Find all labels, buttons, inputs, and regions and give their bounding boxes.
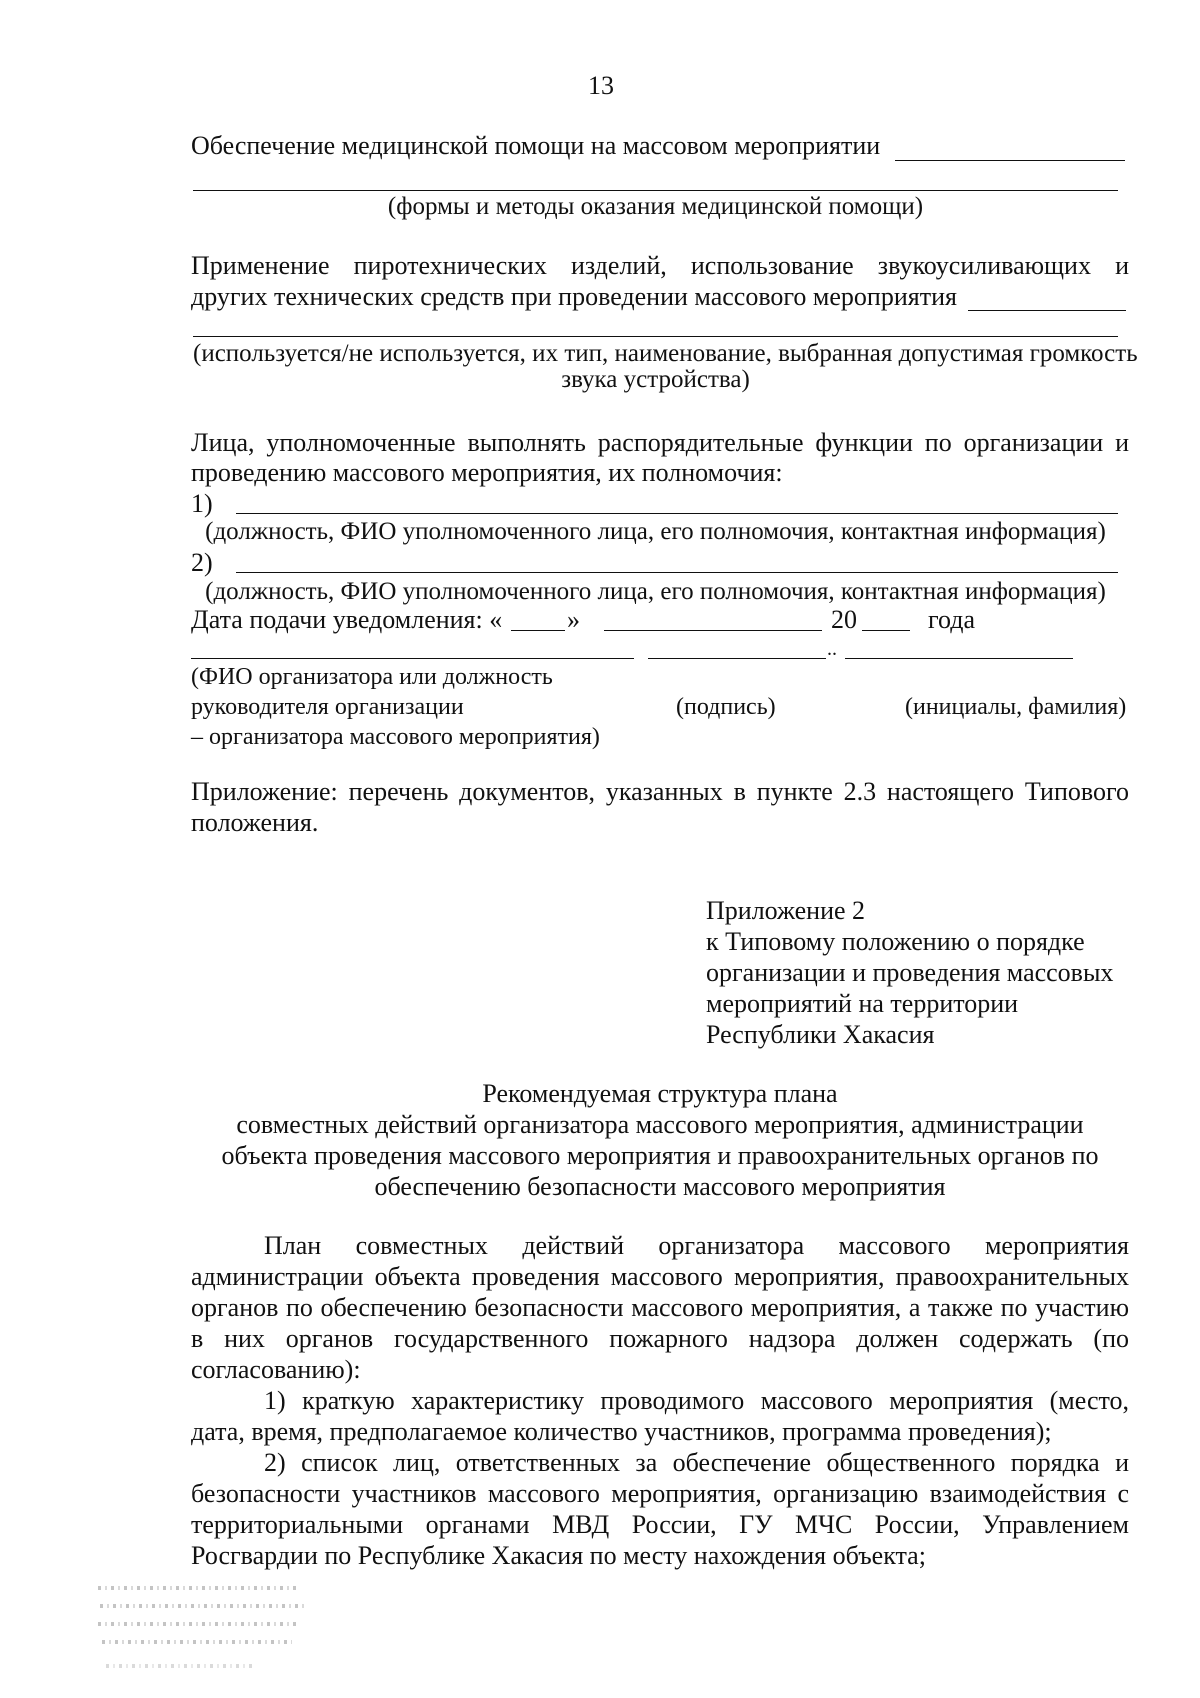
body-p3-line-4: Росгвардии по Республике Хакасия по месту нахождения объекта; <box>191 1541 926 1570</box>
pyro-caption-2: звука устройства) <box>561 366 750 393</box>
persons-line-2: проведению массового мероприятия, их полномочия: <box>191 458 783 487</box>
appendix-ref-line-1: Приложение 2 <box>706 896 866 925</box>
body-p1-line-4: в них органов государственного пожарного надзора должен содержать (по <box>191 1324 1129 1353</box>
medical-blank-1 <box>895 160 1125 161</box>
body-p2-line-1: 1) краткую характеристику проводимого массового мероприятия (место, <box>264 1386 1129 1415</box>
date-quote-close: » <box>567 605 580 634</box>
signature-organizer-caption-3: – организатора массового мероприятия) <box>191 724 600 750</box>
signature-dots: .. <box>827 638 837 660</box>
signature-organizer-caption-1: (ФИО организатора или должность <box>191 664 553 690</box>
heading-line-2: совместных действий организатора массового мероприятия, администрации <box>236 1110 1084 1139</box>
signature-organizer-caption-2: руководителя организации <box>191 694 464 720</box>
date-day-blank <box>511 630 565 631</box>
persons-line-1: Лица, уполномоченные выполнять распорядительные функции по организации и <box>191 428 1129 457</box>
body-p1-line-1: План совместных действий организатора массового мероприятия <box>264 1231 1129 1260</box>
signature-sign-line <box>648 658 826 659</box>
signature-initials-caption: (инициалы, фамилия) <box>905 694 1127 720</box>
attachment-line-2: положения. <box>191 808 319 837</box>
attachment-line-1: Приложение: перечень документов, указанных в пункте 2.3 настоящего Типового <box>191 777 1129 806</box>
heading-line-1: Рекомендуемая структура плана <box>482 1079 838 1108</box>
medical-label: Обеспечение медицинской помощи на массовом мероприятии <box>191 131 881 160</box>
body-p2-line-2: дата, время, предполагаемое количество участников, программа проведения); <box>191 1417 1052 1446</box>
scan-artifact-stamp <box>98 1582 308 1682</box>
date-month-blank <box>604 630 822 631</box>
persons-item-1-caption: (должность, ФИО уполномоченного лица, его полномочия, контактная информация) <box>205 518 1106 545</box>
signature-organizer-line <box>191 658 634 659</box>
date-year-prefix: 20 <box>831 605 857 634</box>
pyro-line-2: других технических средств при проведении массового мероприятия <box>191 282 957 311</box>
pyro-caption-1: (используется/не используется, их тип, наименование, выбранная допустимая громкость <box>193 340 1138 367</box>
persons-item-2-number: 2) <box>191 548 213 577</box>
body-p3-line-2: безопасности участников массового мероприятия, организацию взаимодействия с <box>191 1479 1129 1508</box>
persons-item-2-caption: (должность, ФИО уполномоченного лица, его полномочия, контактная информация) <box>205 578 1106 605</box>
appendix-ref-line-3: организации и проведения массовых <box>706 958 1114 987</box>
appendix-ref-line-5: Республики Хакасия <box>706 1020 935 1049</box>
persons-item-1-blank <box>236 513 1118 514</box>
body-p1-line-2: администрации объекта проведения массового мероприятия, правоохранительных <box>191 1262 1129 1291</box>
pyro-blank-1 <box>968 310 1126 311</box>
persons-item-2-blank <box>236 572 1118 573</box>
date-label: Дата подачи уведомления: « <box>191 605 503 634</box>
page-number: 13 <box>588 71 614 100</box>
body-p1-line-5: согласованию): <box>191 1355 361 1384</box>
appendix-ref-line-2: к Типовому положению о порядке <box>706 927 1085 956</box>
medical-caption: (формы и методы оказания медицинской помощи) <box>387 193 924 220</box>
heading-line-4: обеспечению безопасности массового мероприятия <box>374 1172 946 1201</box>
body-p1-line-3: органов по обеспечению безопасности массового мероприятия, а также по участию <box>191 1293 1129 1322</box>
signature-sign-caption: (подпись) <box>676 694 776 720</box>
signature-name-line <box>845 658 1073 659</box>
persons-item-1-number: 1) <box>191 489 213 518</box>
date-year-suffix: года <box>928 605 976 634</box>
appendix-ref-line-4: мероприятий на территории <box>706 989 1019 1018</box>
body-p3-line-1: 2) список лиц, ответственных за обеспечение общественного порядка и <box>264 1448 1129 1477</box>
heading-line-3: объекта проведения массового мероприятия и правоохранительных органов по <box>221 1141 1099 1170</box>
pyro-blank-2 <box>193 336 1118 337</box>
body-p3-line-3: территориальными органами МВД России, ГУ МЧС России, Управлением <box>191 1510 1129 1539</box>
date-year-blank <box>862 630 910 631</box>
pyro-line-1: Применение пиротехнических изделий, использование звукоусиливающих и <box>191 251 1129 280</box>
